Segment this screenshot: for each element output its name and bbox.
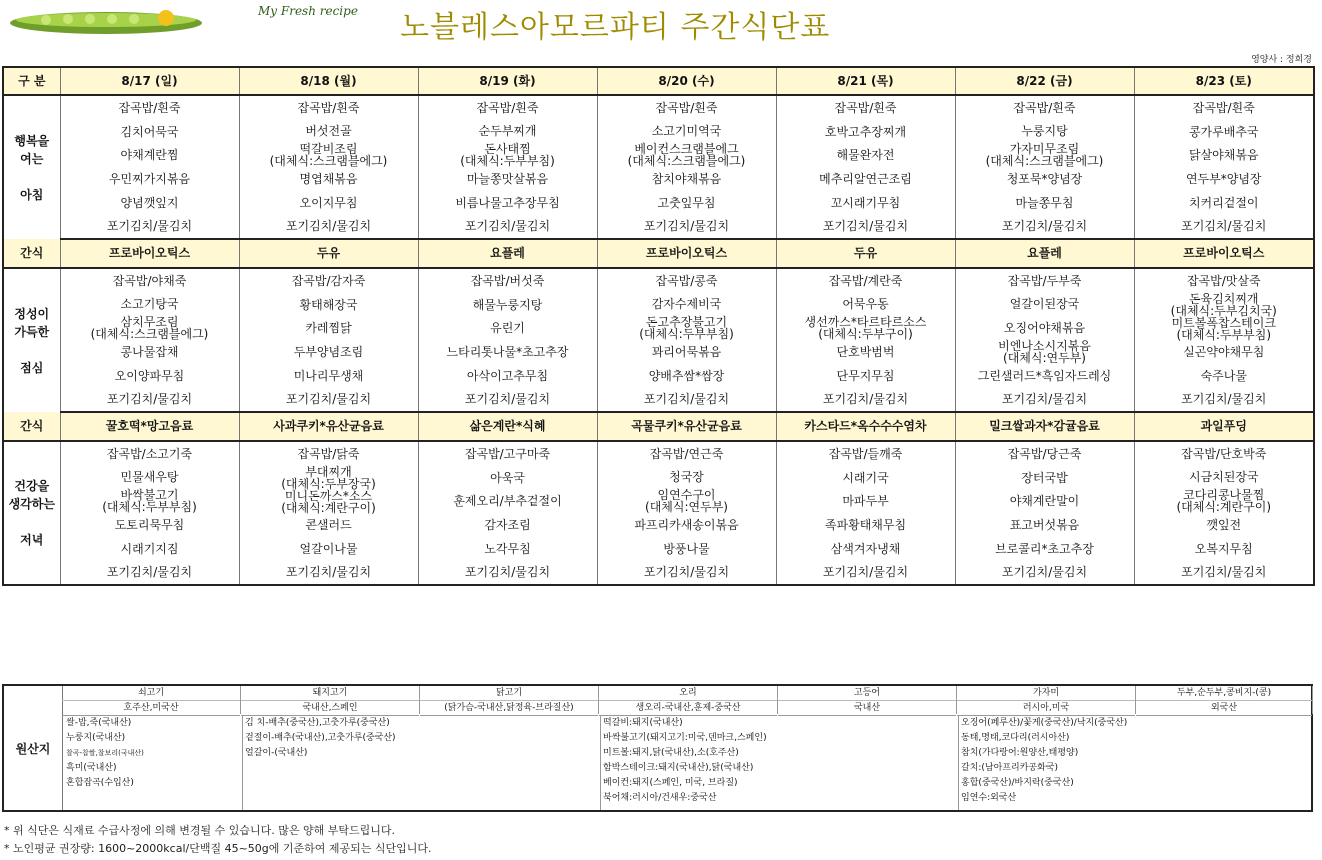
menu-item: 포기김치/물김치 [1001, 392, 1088, 407]
menu-item: 그린샐러드*흑임자드레싱 [977, 368, 1112, 383]
meat-source: 생오리-국내산,훈제-중국산 [599, 701, 777, 716]
dinner-item-list [240, 442, 418, 584]
menu-item: 두부양념조림 [293, 344, 364, 359]
menu-item: 미니돈까스*소스 (대체식:계란구이) [281, 488, 376, 515]
origin-detail-line: 갈치:(남아프리카공화국) [961, 763, 1058, 773]
menu-item: 가자미무조림 (대체식:스크램블에그) [985, 142, 1104, 169]
menu-item: 포기김치/물김치 [464, 392, 551, 407]
breakfast-item-list [598, 96, 776, 238]
origin-detail-column [64, 716, 242, 810]
menu-item: 장터국밥 [1021, 470, 1068, 485]
dinner-item-list [956, 442, 1134, 584]
origin-detail-line: 흑미(국내산) [66, 763, 117, 773]
menu-item: 민물새우탕 [120, 470, 179, 485]
menu-item: 잡곡밥/흰죽 [655, 100, 718, 115]
snack-cell: 사과쿠키*유산균음료 [239, 412, 418, 441]
menu-item: 포기김치/물김치 [643, 219, 730, 234]
lunch-cell [239, 268, 418, 412]
day-header: 8/22 (금) [955, 67, 1134, 95]
menu-item: 족파황태채무침 [824, 517, 907, 532]
lunch-item-list [61, 269, 239, 411]
meat-source: 국내산,스페인 [241, 701, 419, 716]
origin-detail-line: 떡갈비:돼지(국내산) [603, 718, 683, 728]
menu-item: 호박고추장찌개 [824, 124, 907, 139]
origin-label: 원산지 [4, 686, 63, 810]
menu-item: 콘샐러드 [305, 518, 352, 533]
menu-item: 훈제오리/부추겉절이 [453, 494, 562, 509]
menu-item: 포기김치/물김치 [643, 392, 730, 407]
origin-detail-line: 찰곡-찹쌀,찰보리(국내산) [66, 749, 144, 757]
day-header: 8/17 (일) [60, 67, 239, 95]
menu-item: 야채계란말이 [1009, 494, 1080, 509]
meat-origin-column [241, 686, 420, 714]
menu-item: 미트볼폭찹스테이크 (대체식:두부부침) [1171, 315, 1276, 342]
breakfast-row [3, 95, 1314, 239]
menu-item: 포기김치/물김치 [822, 565, 909, 580]
breakfast-cell [955, 95, 1134, 239]
dinner-label-line [4, 513, 60, 531]
menu-item: 느타리톳나물*초고추장 [446, 344, 569, 359]
menu-item: 잡곡밥/흰죽 [118, 100, 181, 115]
menu-item: 포기김치/물김치 [1181, 392, 1267, 407]
menu-item: 미나리무생채 [293, 368, 364, 383]
lunch-item-list [1135, 269, 1314, 411]
breakfast-item-list [419, 96, 597, 238]
breakfast-item-list [240, 96, 418, 238]
meat-name: 닭고기 [420, 686, 598, 701]
menu-item: 포기김치/물김치 [464, 565, 551, 580]
menu-item: 메추리알연근조림 [819, 171, 912, 186]
menu-item: 잡곡밥/콩죽 [655, 273, 718, 288]
day-header: 8/21 (목) [776, 67, 955, 95]
footer-note-change: * 위 식단은 식재료 수급사정에 의해 변경될 수 있습니다. 많은 양해 부탁드립니다. [4, 824, 395, 837]
origin-detail-line: 오징어(페루산)/꽃게(중국산)/낙지(중국산) [961, 718, 1128, 728]
snack-cell: 두유 [776, 239, 955, 268]
breakfast-cell [239, 95, 418, 239]
morning-snack-row [3, 239, 1314, 268]
dinner-cell [597, 441, 776, 585]
green-bean-logo-icon [6, 4, 206, 38]
menu-item: 양배추쌈*쌈장 [648, 368, 725, 383]
menu-item: 포기김치/물김치 [1001, 219, 1088, 234]
menu-item: 아욱국 [490, 470, 525, 485]
snack-label: 간식 [3, 412, 60, 441]
meat-source: 러시아,미국 [957, 701, 1135, 716]
menu-item: 포기김치/물김치 [822, 219, 909, 234]
dinner-cell [776, 441, 955, 585]
menu-item: 생선까스*타르타르소스 (대체식:두부구이) [804, 315, 927, 342]
lunch-item-list [419, 269, 597, 411]
menu-item: 잡곡밥/흰죽 [1013, 100, 1076, 115]
menu-item: 방풍나물 [663, 541, 710, 556]
menu-item: 비엔나소시지볶음 (대체식:연두부) [998, 338, 1091, 365]
menu-item: 꽈리어묵볶음 [651, 344, 722, 359]
menu-item: 잡곡밥/흰죽 [476, 100, 539, 115]
meat-origin-column [599, 686, 778, 714]
menu-item: 순두부찌개 [478, 124, 537, 139]
meat-name: 가자미 [957, 686, 1135, 701]
menu-item: 얼갈이나물 [299, 541, 358, 556]
menu-item: 시래기지짐 [120, 541, 179, 556]
menu-item: 오복지무침 [1194, 541, 1253, 556]
menu-item: 돈고추장불고기 (대체식:두부부침) [639, 315, 734, 342]
origin-detail-line: 북어채:러시아/건새우:중국산 [603, 793, 717, 803]
snack-cell: 요플레 [955, 239, 1134, 268]
nutritionist-name: 영양사 : 정희경 [1251, 55, 1312, 65]
origin-detail-line: 겉절이-배추(국내산),고춧가루(중국산) [245, 733, 396, 743]
menu-item: 소고기미역국 [651, 124, 722, 139]
breakfast-label-line: 아침 [20, 187, 44, 202]
breakfast-cell [60, 95, 239, 239]
menu-item: 포기김치/물김치 [822, 392, 909, 407]
origin-detail-line: 얼갈이-(국내산) [245, 748, 308, 758]
snack-cell: 꿀호떡*망고음료 [60, 412, 239, 441]
breakfast-label-text [4, 132, 60, 204]
day-header: 8/19 (화) [418, 67, 597, 95]
origin-detail-line: 바싹불고기(돼지고기:미국,덴마크,스페인) [603, 733, 767, 743]
menu-item: 카레찜닭 [305, 321, 352, 336]
meat-source: 외국산 [1136, 701, 1312, 716]
menu-item: 포기김치/물김치 [285, 219, 372, 234]
menu-item: 표고버섯볶음 [1009, 517, 1080, 532]
menu-item: 잡곡밥/고구마죽 [464, 446, 551, 461]
menu-item: 김치어묵국 [120, 124, 179, 139]
menu-item: 연두부*양념장 [1185, 171, 1262, 186]
lunch-cell [955, 268, 1134, 412]
dinner-label-line: 생각하는 [8, 497, 55, 511]
menu-item: 단무지무침 [836, 368, 895, 383]
dinner-cell [60, 441, 239, 585]
menu-item: 바싹불고기 (대체식:두부부침) [102, 488, 197, 515]
menu-item: 우민찌가지볶음 [108, 171, 191, 186]
menu-item: 잡곡밥/연근죽 [649, 446, 724, 461]
menu-item: 도토리묵무침 [114, 517, 185, 532]
snack-cell: 삶은계란*식혜 [418, 412, 597, 441]
origin-detail-line: 쌀-밥,죽(국내산) [66, 718, 132, 728]
menu-item: 잡곡밥/야채죽 [112, 273, 187, 288]
menu-item: 베이컨스크램블에그 (대체식:스크램블에그) [627, 142, 746, 169]
menu-item: 잡곡밥/닭죽 [297, 446, 360, 461]
origin-detail-line: 미트볼:돼지,닭(국내산),소(호주산) [603, 748, 739, 758]
menu-item: 참치야채볶음 [651, 171, 722, 186]
lunch-label [3, 268, 60, 412]
day-header: 8/23 (토) [1134, 67, 1314, 95]
menu-item: 양념깻잎지 [120, 195, 179, 210]
snack-cell: 과일푸딩 [1134, 412, 1314, 441]
origin-detail-line: 참치(가다랑어:원양산,태평양) [961, 748, 1079, 758]
menu-item: 잡곡밥/흰죽 [297, 100, 360, 115]
menu-item: 청국장 [669, 470, 704, 485]
meat-origin-column [62, 686, 241, 714]
origin-section [2, 684, 1313, 812]
menu-item: 마늘쫑무침 [1015, 195, 1074, 210]
menu-item: 부대찌개 (대체식:두부장국) [281, 464, 376, 491]
breakfast-item-list [1135, 96, 1314, 238]
lunch-item-list [240, 269, 418, 411]
menu-item: 포기김치/물김치 [106, 392, 193, 407]
menu-item: 잡곡밥/두부죽 [1007, 273, 1082, 288]
meat-name: 쇠고기 [62, 686, 240, 701]
menu-item: 돈사태찜 (대체식:두부부침) [460, 142, 555, 169]
snack-cell: 카스타드*옥수수수염차 [776, 412, 955, 441]
menu-item: 포기김치/물김치 [285, 565, 372, 580]
brand-name: My Fresh recipe [258, 4, 358, 18]
lunch-cell [60, 268, 239, 412]
menu-item: 마파두부 [842, 494, 889, 509]
menu-item: 포기김치/물김치 [106, 219, 193, 234]
breakfast-cell [776, 95, 955, 239]
menu-item: 브로콜리*초고추장 [995, 541, 1094, 556]
footer-note-calories: * 노인평균 권장량: 1600~2000kcal/단백질 45~50g에 기준하여 제공되는 식단입니다. [4, 842, 432, 855]
menu-item: 아삭이고추무침 [466, 368, 549, 383]
weekly-menu-table [2, 66, 1315, 586]
menu-item: 포기김치/물김치 [1181, 565, 1267, 580]
menu-item: 포기김치/물김치 [106, 565, 193, 580]
origin-detail-column [601, 716, 958, 810]
menu-item: 포기김치/물김치 [285, 392, 372, 407]
dinner-label-line: 저녁 [20, 533, 44, 547]
dinner-label-text [4, 477, 60, 549]
breakfast-label [3, 95, 60, 239]
lunch-label-line [4, 341, 60, 359]
menu-item: 청포묵*양념장 [1006, 171, 1083, 186]
meat-name: 고등어 [778, 686, 956, 701]
menu-item: 버섯전골 [305, 124, 352, 139]
lunch-label-line: 가득한 [14, 324, 50, 339]
menu-item: 포기김치/물김치 [643, 565, 730, 580]
menu-item: 시금치된장국 [1188, 470, 1259, 485]
menu-item: 해물누룽지탕 [472, 297, 543, 312]
breakfast-item-list [956, 96, 1134, 238]
lunch-label-line: 정성이 [14, 306, 50, 321]
lunch-label-line: 점심 [20, 360, 44, 375]
menu-item: 꼬시래기무침 [830, 195, 901, 210]
meat-name: 오리 [599, 686, 777, 701]
menu-item: 비름나물고추장무침 [455, 195, 560, 210]
menu-item: 파프리카새송이볶음 [634, 517, 739, 532]
snack-cell: 프로바이오틱스 [60, 239, 239, 268]
menu-item: 야채계란찜 [120, 148, 179, 163]
dinner-cell [955, 441, 1134, 585]
origin-detail-column [243, 716, 600, 810]
lunch-cell [776, 268, 955, 412]
menu-item: 노각무침 [484, 541, 531, 556]
page-title: 노블레스아모르파티 주간식단표 [400, 10, 831, 45]
meat-origin-grid [62, 686, 1311, 714]
origin-detail-line: 누룽지(국내산) [66, 733, 126, 743]
breakfast-label-line: 행복을 [14, 133, 50, 148]
meat-source: 국내산 [778, 701, 956, 716]
menu-item: 잡곡밥/맛살죽 [1186, 273, 1261, 288]
menu-item: 시래기국 [842, 470, 889, 485]
breakfast-item-list [61, 96, 239, 238]
lunch-row [3, 268, 1314, 412]
dinner-item-list [419, 442, 597, 584]
lunch-item-list [956, 269, 1134, 411]
origin-detail-line: 홍합(중국산)/바지락(중국산) [961, 778, 1074, 788]
meat-origin-column [957, 686, 1136, 714]
snack-cell: 두유 [239, 239, 418, 268]
breakfast-item-list [777, 96, 955, 238]
origin-detail-line: 혼합잡곡(수입산) [66, 778, 134, 788]
dinner-item-list [1135, 442, 1314, 584]
page-header [0, 0, 1322, 65]
menu-item: 깻잎전 [1206, 517, 1242, 532]
menu-item: 잡곡밥/소고기죽 [106, 446, 193, 461]
menu-item: 얼갈이된장국 [1009, 297, 1080, 312]
dinner-item-list [777, 442, 955, 584]
dinner-cell [418, 441, 597, 585]
menu-item: 포기김치/물김치 [464, 219, 551, 234]
menu-item: 잡곡밥/단호박죽 [1181, 446, 1267, 461]
menu-item: 떡갈비조림 (대체식:스크램블에그) [269, 142, 388, 169]
menu-item: 마늘쫑맛살볶음 [466, 171, 549, 186]
menu-item: 잡곡밥/들깨죽 [828, 446, 903, 461]
menu-item: 황태해장국 [299, 297, 358, 312]
menu-item: 오이지무침 [299, 195, 358, 210]
dinner-item-list [598, 442, 776, 584]
day-header-row [3, 67, 1314, 95]
dinner-cell [239, 441, 418, 585]
day-header: 8/18 (월) [239, 67, 418, 95]
menu-item: 오징어야채볶음 [1003, 320, 1086, 335]
meat-origin-column [778, 686, 957, 714]
lunch-cell [597, 268, 776, 412]
menu-item: 누룽지탕 [1021, 124, 1068, 139]
lunch-item-list [777, 269, 955, 411]
meat-name: 두부,순두부,콩비지-(콩) [1136, 686, 1312, 701]
lunch-cell [1134, 268, 1314, 412]
origin-detail-line: 동태,명태,코다리(러시아산) [961, 733, 1070, 743]
dinner-label [3, 441, 60, 585]
menu-item: 잡곡밥/당근죽 [1007, 446, 1082, 461]
breakfast-cell [418, 95, 597, 239]
menu-item: 코다리콩나물찜 (대체식:계란구이) [1176, 488, 1272, 515]
origin-detail-line: 김 치-배추(중국산),고춧가루(중국산) [245, 718, 390, 728]
meat-source: (닭가슴-국내산,닭정육-브라질산) [420, 701, 598, 716]
menu-item: 잡곡밥/버섯죽 [470, 273, 545, 288]
origin-detail-column [959, 716, 1311, 810]
menu-item: 포기김치/물김치 [1001, 565, 1088, 580]
menu-item: 잡곡밥/감자죽 [291, 273, 366, 288]
day-header: 8/20 (수) [597, 67, 776, 95]
menu-item: 돈육김치찌개 (대체식:두부김치국) [1170, 291, 1277, 318]
menu-item: 임연수구이 (대체식:연두부) [645, 488, 728, 515]
meat-name: 돼지고기 [241, 686, 419, 701]
lunch-label-text [4, 305, 60, 377]
snack-cell: 프로바이오틱스 [1134, 239, 1314, 268]
origin-detail-line: 베이컨:돼지(스페인, 미국, 브라질) [603, 778, 738, 788]
snack-label: 간식 [3, 239, 60, 268]
dinner-label-line: 건강을 [14, 479, 50, 493]
menu-item: 오이양파무침 [114, 368, 185, 383]
dinner-cell [1134, 441, 1314, 585]
menu-item: 잡곡밥/계란죽 [828, 273, 903, 288]
menu-item: 감자조림 [484, 517, 531, 532]
menu-item: 해물완자전 [836, 148, 895, 163]
menu-item: 숙주나물 [1200, 368, 1247, 383]
division-label: 구 분 [3, 67, 60, 95]
snack-cell: 밀크쌀과자*감귤음료 [955, 412, 1134, 441]
dinner-row [3, 441, 1314, 585]
lunch-item-list [598, 269, 776, 411]
menu-item: 삼치무조림 (대체식:스크램블에그) [90, 315, 209, 342]
menu-item: 포기김치/물김치 [1181, 219, 1267, 234]
menu-item: 잡곡밥/흰죽 [834, 100, 897, 115]
menu-item: 닭살야채볶음 [1188, 148, 1259, 163]
breakfast-label-line: 여는 [20, 151, 44, 166]
meat-origin-column [420, 686, 599, 714]
breakfast-cell [1134, 95, 1314, 239]
menu-item: 고춧잎무침 [657, 195, 716, 210]
afternoon-snack-row [3, 412, 1314, 441]
lunch-cell [418, 268, 597, 412]
menu-item: 감자수제비국 [651, 297, 722, 312]
dinner-item-list [61, 442, 239, 584]
menu-item: 실곤약야채무침 [1183, 345, 1265, 360]
meat-source: 호주산,미국산 [62, 701, 240, 716]
snack-cell: 요플레 [418, 239, 597, 268]
menu-item: 콩나물잡채 [120, 344, 179, 359]
menu-item: 치커리겉절이 [1188, 195, 1259, 210]
menu-item: 삼색겨자냉채 [830, 541, 901, 556]
breakfast-label-line [4, 168, 60, 186]
snack-cell: 프로바이오틱스 [597, 239, 776, 268]
menu-item: 콩가루배추국 [1188, 124, 1259, 139]
meat-origin-column [1136, 686, 1313, 714]
menu-item: 어묵우동 [842, 297, 889, 312]
snack-cell: 곡물쿠키*유산균음료 [597, 412, 776, 441]
menu-item: 소고기탕국 [120, 297, 179, 312]
menu-item: 단호박범벅 [836, 344, 895, 359]
menu-item: 유린기 [490, 321, 525, 336]
origin-detail-line: 임연수:외국산 [961, 793, 1017, 803]
menu-item: 잡곡밥/흰죽 [1192, 100, 1255, 115]
origin-detail-line: 함박스테이크:돼지(국내산),닭(국내산) [603, 763, 754, 773]
breakfast-cell [597, 95, 776, 239]
menu-item: 명엽채볶음 [299, 171, 358, 186]
